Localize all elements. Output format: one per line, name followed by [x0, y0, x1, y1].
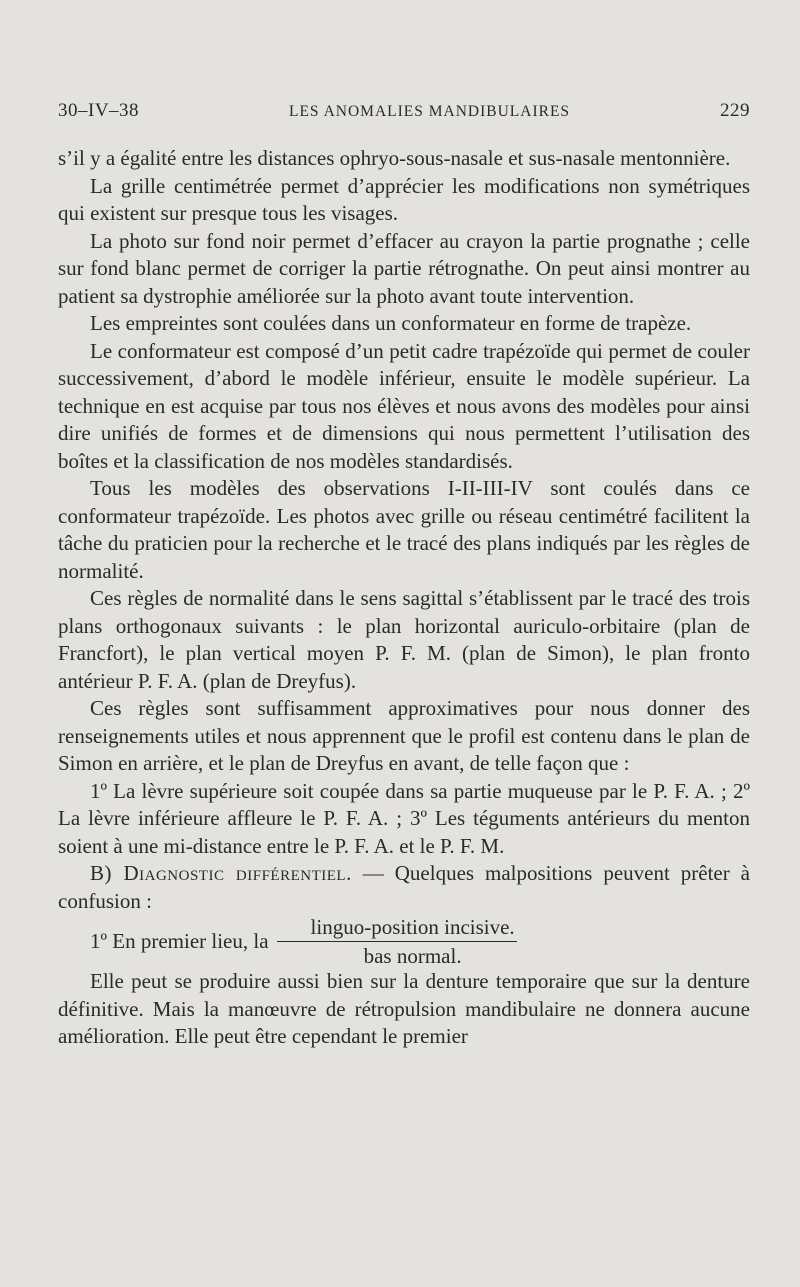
paragraph-5: Le conformateur est composé d’un petit cadre trapézoïde qui permet de couler successivement, d’abord le modèle inférieur, ensuite le modèle supérieur. La technique en est acquise par tous nos élèves et nous avons des modèles pour ainsi dire unifiés de formes et de dimensions qui nous permettent l’utilisation des boîtes et la classification de nos modèles standardisés. [58, 338, 750, 473]
fraction-numerator: linguo-position incisive. [277, 915, 517, 942]
header-date: 30–IV–38 [58, 100, 140, 121]
page-number: 229 [719, 100, 750, 121]
paragraph-2: La grille centimétrée permet d’apprécier les modifications non symétriques qui existent sur presque tous les visages. [58, 173, 750, 225]
paragraph-1: s’il y a égalité entre les distances ophryo-sous-nasale et sus-nasale mentonnière. [58, 146, 731, 170]
fraction-line [58, 915, 750, 968]
paragraph-8: Ces règles sont suffisamment approximatives pour nous donner des renseignements utiles et nous apprennent que le profil est contenu dans le plan de Simon en arrière, et le plan de Dreyfus en avant, de telle façon que : [58, 696, 750, 775]
header-title: LES ANOMALIES MANDIBULAIRES [289, 103, 571, 120]
paragraph-9: 1º La lèvre supérieure soit coupée dans sa partie muqueuse par le P. F. A. ; 2º La lèvre inférieure affleure le P. F. A. ; 3º Les téguments antérieurs du menton soient à une mi-distance entre le P. F. A. et le P. F. M. [58, 778, 750, 858]
paragraph-7: Ces règles de normalité dans le sens sagittal s’établissent par le tracé des trois plans orthogonaux suivants : le plan horizontal auriculo-orbitaire (plan de Francfort), le plan vertical moyen P. F. M. (plan de Simon), le plan fronto antérieur P. F. A. (plan de Dreyfus). [58, 586, 750, 693]
paragraph-6: Tous les modèles des observations I-II-III-IV sont coulés dans ce conformateur trapézoïde. Les photos avec grille ou réseau centimétré facilitent la tâche du praticien pour la recherche et le tracé des plans indiqués par les règles de normalité. [58, 476, 750, 583]
section-b-paragraph [58, 860, 750, 915]
paragraph-4: Les empreintes sont coulées dans un conformateur en forme de trapèze. [90, 311, 692, 335]
fraction-prefix: 1º En premier lieu, la [90, 928, 269, 953]
section-b-heading: B) Diagnostic différentiel. [90, 861, 352, 885]
paragraph-3: La photo sur fond noir permet d’effacer au crayon la partie prognathe ; celle sur fond blanc permet de corriger la partie rétrognathe. On peut ainsi montrer au patient sa dystrophie améliorée sur la photo avant toute intervention. [58, 228, 750, 308]
fraction [277, 915, 517, 968]
section-b-text: — Quelques malpositions peuvent prêter à confusion : [58, 861, 750, 913]
paragraph-last: Elle peut se produire aussi bien sur la denture temporaire que sur la denture définitive. Mais la manœuvre de rétropulsion mandibulaire ne donnera aucune amélioration. Elle peut être cependant le premier [58, 969, 750, 1048]
body-text [58, 145, 750, 1051]
fraction-denominator: bas normal. [363, 944, 462, 968]
running-header [58, 100, 750, 122]
